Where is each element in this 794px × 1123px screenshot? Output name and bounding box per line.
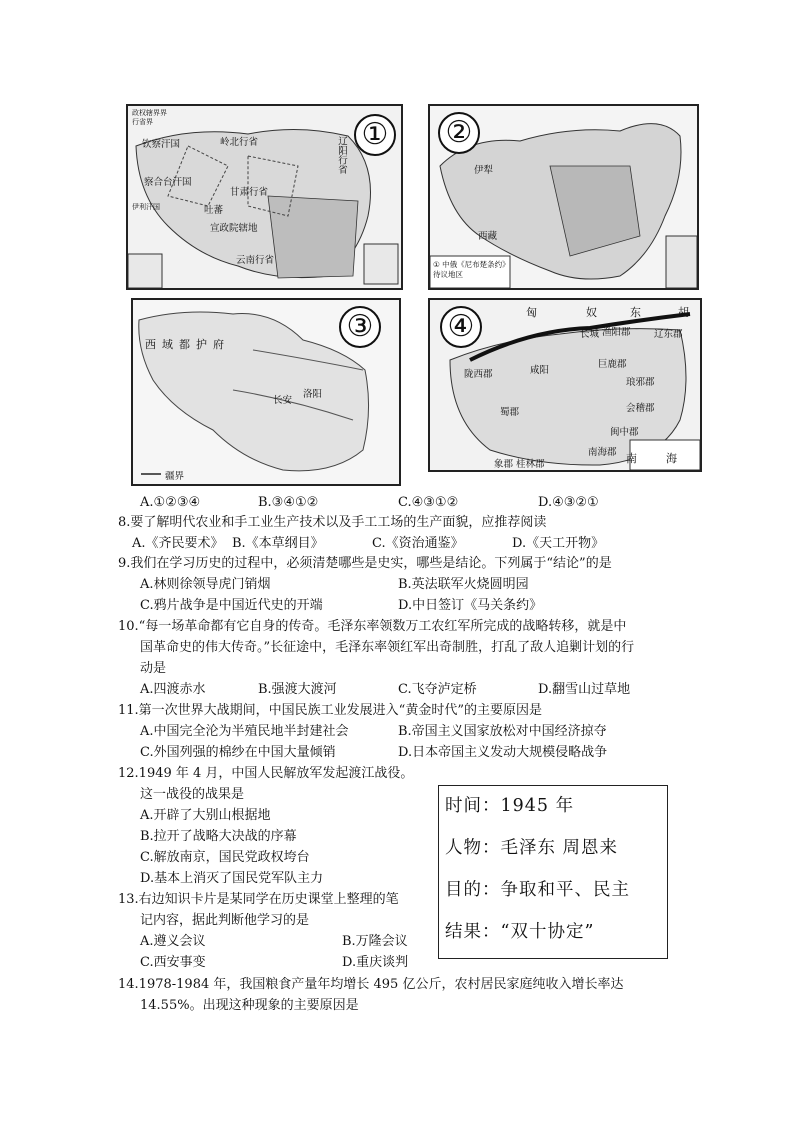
map-3-number: ③	[339, 306, 381, 348]
q12-option-c[interactable]: C.解放南京，国民党政权垮台	[140, 850, 310, 865]
map-3-legend: 疆界	[165, 471, 185, 482]
map-2-label: 伊犁	[474, 165, 494, 176]
knowledge-card	[438, 785, 668, 959]
q11-option-b[interactable]: B.帝国主义国家放松对中国经济掠夺	[398, 724, 607, 739]
q13-option-a[interactable]: A.遵义会议	[140, 934, 206, 949]
map-3-han-dynasty	[131, 298, 401, 486]
q14-stem-line-1: 14.1978-1984 年，我国粮食产量年均增长 495 亿公斤，农村居民家庭纯收入增长率达	[118, 977, 624, 992]
q8-option-d[interactable]: D.《天工开物》	[512, 536, 605, 551]
map-2-label: 西藏	[478, 231, 498, 242]
q11-stem: 11.第一次世界大战期间，中国民族工业发展进入“黄金时代”的主要原因是	[118, 703, 542, 718]
map-4-label: 巨鹿郡	[598, 359, 627, 370]
map-1-label: 辽阳行省	[336, 136, 347, 174]
map-1-yuan-dynasty	[126, 104, 403, 290]
card-people: 人物：毛泽东 周恩来	[445, 838, 619, 858]
q7-option-d[interactable]: D.④③②①	[538, 495, 599, 510]
q9-option-a[interactable]: A.林则徐领导虎门销烟	[140, 577, 271, 592]
q13-stem-line-1: 13.右边知识卡片是某同学在历史课堂上整理的笔	[118, 892, 399, 907]
card-result: 结果：“双十协定”	[445, 922, 595, 942]
map-4-label: 蜀郡	[500, 407, 520, 418]
map-4-label: 海	[666, 452, 677, 465]
q14-stem-line-2: 14.55%。出现这种现象的主要原因是	[140, 998, 359, 1013]
q9-option-d[interactable]: D.中日签订《马关条约》	[398, 598, 543, 613]
map-4-label: 南海郡	[588, 447, 617, 458]
map-2-number: ②	[438, 112, 480, 154]
q11-option-c[interactable]: C.外国列强的棉纱在中国大量倾销	[140, 745, 336, 760]
map-2-treaty-note: ① 中俄《尼布楚条约》待议地区	[433, 260, 506, 279]
map-4-label: 奴	[586, 306, 597, 319]
map-4-label: 琅邪郡	[626, 377, 655, 388]
q11-option-d[interactable]: D.日本帝国主义发动大规模侵略战争	[398, 745, 608, 760]
map-1-number: ①	[354, 114, 396, 156]
map-4-label: 南	[626, 452, 637, 465]
map-4-qin-dynasty	[428, 298, 702, 472]
map-4-label: 东	[630, 306, 641, 319]
map-4-label: 陇西郡	[464, 369, 493, 380]
q8-option-a[interactable]: A.《齐民要术》	[132, 536, 224, 551]
map-4-label: 长城	[580, 329, 600, 340]
q10-option-a[interactable]: A.四渡赤水	[140, 682, 206, 697]
q10-stem-line-1: 10.“每一场革命都有它自身的传奇。毛泽东率领数万工农红军所完成的战略转移，就是中	[118, 619, 627, 634]
q10-option-b[interactable]: B.强渡大渡河	[258, 682, 337, 697]
q8-option-c[interactable]: C.《资治通鉴》	[372, 536, 464, 551]
map-2-qing-dynasty	[428, 104, 699, 290]
q8-option-b[interactable]: B.《本草纲目》	[232, 536, 324, 551]
q7-option-b[interactable]: B.③④①②	[258, 495, 319, 510]
map-1-label: 吐蕃	[204, 205, 224, 216]
q13-option-c[interactable]: C.西安事变	[140, 955, 206, 970]
q12-option-b[interactable]: B.拉开了战略大决战的序幕	[140, 829, 297, 844]
map-3-label: 长安	[273, 395, 293, 406]
q12-option-d[interactable]: D.基本上消灭了国民党军队主力	[140, 871, 324, 886]
map-1-label: 钦察汗国	[142, 139, 181, 150]
map-1-legend-2: 行省界	[132, 118, 153, 126]
q9-option-c[interactable]: C.鸦片战争是中国近代史的开端	[140, 598, 323, 613]
map-1-label: 察合台汗国	[144, 177, 192, 188]
q10-option-d[interactable]: D.翻雪山过草地	[538, 682, 631, 697]
q8-stem: 8.要了解明代农业和手工业生产技术以及手工工场的生产面貌，应推荐阅读	[118, 515, 547, 530]
q9-option-b[interactable]: B.英法联军火烧圆明园	[398, 577, 529, 592]
map-3-label: 洛阳	[303, 389, 323, 400]
map-4-label: 会稽郡	[626, 403, 655, 414]
q10-stem-line-3: 动是	[140, 661, 167, 676]
map-3-label: 西域都护府	[145, 338, 230, 351]
q11-option-a[interactable]: A.中国完全沦为半殖民地半封建社会	[140, 724, 349, 739]
q12-stem-line-1: 12.1949 年 4 月，中国人民解放军发起渡江战役。	[118, 766, 414, 781]
q10-stem-line-2: 国革命史的伟大传奇。”长征途中，毛泽东率领红军出奇制胜，打乱了敌人追剿计划的行	[140, 640, 635, 655]
q13-option-b[interactable]: B.万隆会议	[342, 934, 408, 949]
q7-option-c[interactable]: C.④③①②	[398, 495, 459, 510]
q7-option-a[interactable]: A.①②③④	[140, 495, 201, 510]
card-time: 时间：1945 年	[445, 796, 575, 816]
map-1-label: 岭北行省	[220, 137, 259, 148]
map-1-legend-1: 政权辖界界	[132, 109, 167, 117]
map-1-label: 伊利汗国	[132, 203, 160, 211]
q13-stem-line-2: 记内容，据此判断他学习的是	[140, 913, 310, 928]
map-4-label: 匈	[526, 306, 537, 319]
q12-stem-line-2: 这一战役的战果是	[140, 787, 245, 802]
map-4-label: 桂林郡	[516, 459, 545, 470]
map-4-label: 咸阳	[530, 365, 550, 376]
card-purpose: 目的：争取和平、民主	[445, 880, 630, 900]
q13-option-d[interactable]: D.重庆谈判	[342, 955, 409, 970]
q9-stem: 9.我们在学习历史的过程中，必须清楚哪些是史实，哪些是结论。下列属于“结论”的是	[118, 556, 612, 571]
map-4-label: 象郡	[494, 459, 514, 470]
map-1-label: 宣政院辖地	[210, 223, 258, 234]
map-1-label: 甘肃行省	[230, 187, 269, 198]
map-4-label: 闽中郡	[610, 427, 639, 438]
map-4-label: 辽东郡	[654, 329, 683, 340]
map-4-label: 胡	[678, 306, 689, 319]
map-1-label: 云南行省	[236, 255, 275, 266]
q10-option-c[interactable]: C.飞夺泸定桥	[398, 682, 477, 697]
q12-option-a[interactable]: A.开辟了大别山根据地	[140, 808, 271, 823]
map-4-label: 渔阳郡	[602, 327, 631, 338]
map-4-number: ④	[440, 306, 482, 348]
